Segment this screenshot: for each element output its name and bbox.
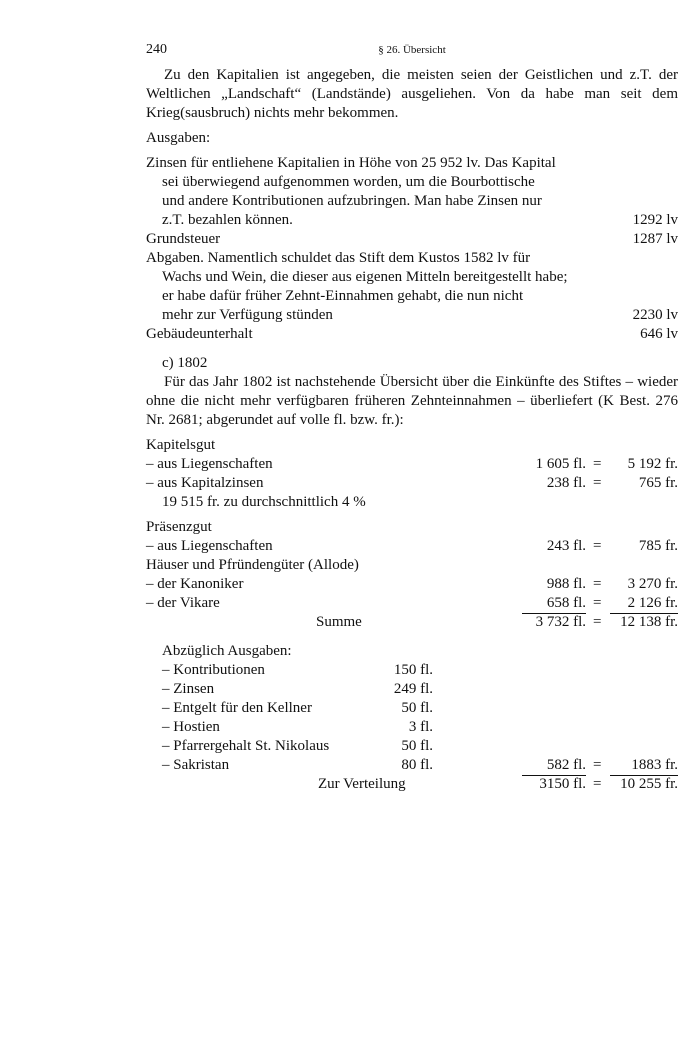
deduction-label: – Entgelt für den Kellner xyxy=(162,700,312,716)
row-label: – aus Liegenschaften xyxy=(146,456,273,472)
value-fr: 3 270 fr. xyxy=(627,576,678,592)
equals-sign: = xyxy=(593,614,602,630)
equals-sign: = xyxy=(593,576,602,592)
deductions-total-fr: 1883 fr. xyxy=(610,756,678,776)
value-fl: 243 fl. xyxy=(546,538,586,554)
intro-paragraph: Zu den Kapitalien ist angegeben, die meisten seien der Geistlichen und z.T. der Weltlichen „Landschaft“ (Landstände) ausgeliehen. Von da habe man seit dem Krieg(sausbruch) nichts mehr bekommen. xyxy=(146,67,678,121)
deduction-value: 50 fl. xyxy=(401,738,433,754)
deduction-label: – Zinsen xyxy=(162,681,215,697)
value-fr: 785 fr. xyxy=(638,538,678,554)
deduction-value: 150 fl. xyxy=(393,662,433,678)
entry-line: Wachs und Wein, die dieser aus eigenen Mitteln bereitgestellt habe; xyxy=(162,269,568,285)
row-note: 19 515 fr. zu durchschnittlich 4 % xyxy=(162,494,366,510)
final-row xyxy=(146,775,678,794)
deductions-heading: Abzüglich Ausgaben: xyxy=(162,643,292,659)
value-fr: 765 fr. xyxy=(638,475,678,491)
deduction-row xyxy=(146,756,678,775)
value-fl: 988 fl. xyxy=(546,576,586,592)
table-row xyxy=(146,594,678,613)
entry-line: sei überwiegend aufgenommen worden, um die Bourbottische xyxy=(162,174,535,190)
equals-sign: = xyxy=(593,595,602,611)
final-fl: 3150 fl. xyxy=(539,776,586,792)
sum-label: Summe xyxy=(316,614,362,630)
entry-amount: 2230 lv xyxy=(632,307,678,323)
entry-line: und andere Kontributionen aufzubringen. Man habe Zinsen nur xyxy=(162,193,542,209)
deduction-row xyxy=(146,699,678,718)
value-fl: 658 fl. xyxy=(522,594,586,614)
ausgaben-entry xyxy=(146,230,678,249)
table-row xyxy=(146,575,678,594)
sum-fl: 3 732 fl. xyxy=(535,614,586,630)
value-fr: 5 192 fr. xyxy=(627,456,678,472)
entry-text: Grundsteuer xyxy=(146,231,221,247)
equals-sign: = xyxy=(593,456,602,472)
row-label: – aus Liegenschaften xyxy=(146,538,273,554)
ausgaben-heading: Ausgaben: xyxy=(146,130,211,146)
deduction-value: 50 fl. xyxy=(401,700,433,716)
ausgaben-entry xyxy=(146,154,678,230)
deduction-label: – Pfarrergehalt St. Nikolaus xyxy=(162,738,330,754)
final-label: Zur Verteilung xyxy=(318,776,406,792)
entry-amount: 1287 lv xyxy=(632,231,678,247)
value-fr: 2 126 fr. xyxy=(610,594,678,614)
equals-sign: = xyxy=(593,475,602,491)
ausgaben-entry xyxy=(146,249,678,325)
page-header xyxy=(146,40,678,60)
value-fl: 238 fl. xyxy=(546,475,586,491)
deduction-value: 3 fl. xyxy=(408,719,433,735)
deduction-label: – Kontributionen xyxy=(162,662,265,678)
row-label: – der Vikare xyxy=(146,595,220,611)
entry-text: z.T. bezahlen können. xyxy=(162,212,293,228)
deduction-row xyxy=(146,737,678,756)
running-title: § 26. Übersicht xyxy=(378,44,446,56)
deduction-row xyxy=(146,680,678,699)
deduction-label: – Hostien xyxy=(162,719,220,735)
ausgaben-entry xyxy=(146,325,678,344)
entry-line-last xyxy=(146,306,678,325)
row-label: – aus Kapitalzinsen xyxy=(146,475,264,491)
page-number: 240 xyxy=(146,42,167,57)
table-row xyxy=(146,455,678,474)
entry-line-last xyxy=(146,211,678,230)
deduction-row xyxy=(146,661,678,680)
final-fr: 10 255 fr. xyxy=(620,776,678,792)
entry-line: Zinsen für entliehene Kapitalien in Höhe von 25 952 lv. Das Kapital xyxy=(146,155,556,171)
equals-sign: = xyxy=(593,776,602,792)
deduction-label: – Sakristan xyxy=(162,757,230,773)
entry-text: mehr zur Verfügung stünden xyxy=(162,307,333,323)
group-label: Präsenzgut xyxy=(146,519,212,535)
table-row xyxy=(146,537,678,556)
group-label: Häuser und Pfründengüter (Allode) xyxy=(146,557,359,573)
entry-text: Gebäudeunterhalt xyxy=(146,326,253,342)
table-row xyxy=(146,474,678,493)
entry-amount: 1292 lv xyxy=(632,212,678,228)
group-label: Kapitelsgut xyxy=(146,437,216,453)
deduction-value: 80 fl. xyxy=(401,757,433,773)
equals-sign: = xyxy=(593,757,602,773)
equals-sign: = xyxy=(593,538,602,554)
deductions-table xyxy=(146,642,678,794)
entry-amount: 646 lv xyxy=(640,326,678,342)
row-label: – der Kanoniker xyxy=(146,576,244,592)
deductions-total-fl: 582 fl. xyxy=(522,756,586,776)
section-paragraph: Für das Jahr 1802 ist nachstehende Übersicht über die Einkünfte des Stiftes – wieder ohne die nicht mehr verfügbaren früheren Zehnteinnahmen – überliefert (K Best. 276 Nr. 2681; abgerundet auf volle fl. bzw. fr.): xyxy=(146,374,678,428)
document-page xyxy=(146,40,678,794)
deduction-value: 249 fl. xyxy=(393,681,433,697)
section-heading: c) 1802 xyxy=(162,355,208,371)
sum-row xyxy=(146,613,678,632)
entry-line: Abgaben. Namentlich schuldet das Stift dem Kustos 1582 lv für xyxy=(146,250,531,266)
sum-fr: 12 138 fr. xyxy=(620,614,678,630)
entry-line: er habe dafür früher Zehnt-Einnahmen gehabt, die nun nicht xyxy=(162,288,524,304)
income-table xyxy=(146,436,678,632)
value-fl: 1 605 fl. xyxy=(535,456,586,472)
deduction-row xyxy=(146,718,678,737)
ausgaben-list xyxy=(146,154,678,344)
